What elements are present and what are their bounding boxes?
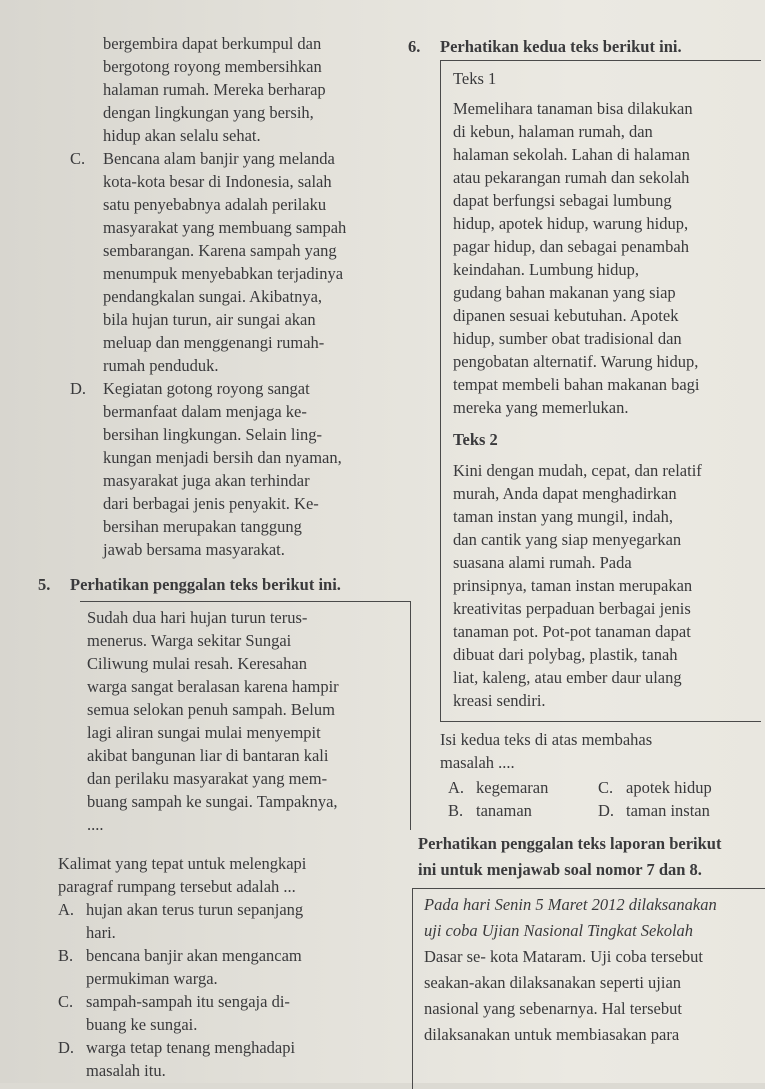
question-number: 5.	[38, 575, 51, 594]
text-line: seakan-akan dilaksanakan seperti ujian	[424, 973, 682, 992]
text-line: rumah penduduk.	[103, 356, 219, 375]
text-line: Kegiatan gotong royong sangat	[103, 379, 310, 398]
text-line: bersihan merupakan tanggung	[103, 517, 302, 536]
text-line: tanaman pot. Pot-pot tanaman dapat	[453, 622, 691, 641]
option-text: taman instan	[626, 801, 710, 820]
option-letter: C.	[70, 149, 86, 168]
text-line: hidup, sumber obat tradisional dan	[453, 329, 682, 348]
text-line: bergembira dapat berkumpul dan	[103, 34, 322, 53]
option-text: buang ke sungai.	[86, 1015, 198, 1034]
text-line: atau pekarangan rumah dan sekolah	[453, 168, 690, 187]
section-title: Teks 1	[453, 69, 497, 88]
text-line: semua selokan penuh sampah. Belum	[87, 700, 335, 719]
text-line: ini untuk menjawab soal nomor 7 dan 8.	[418, 860, 702, 879]
q5-option-b[interactable]	[58, 944, 303, 990]
q6-options	[448, 776, 748, 822]
option-b-continuation	[103, 32, 326, 147]
teks1-body	[453, 97, 700, 419]
option-d-letter	[70, 377, 86, 400]
text-line: dan perilaku masyarakat yang mem-	[87, 769, 328, 788]
text-line: Kalimat yang tepat untuk melengkapi	[58, 854, 307, 873]
question-prompt: Perhatikan kedua teks berikut ini.	[440, 37, 682, 56]
q5-option-a[interactable]	[58, 898, 303, 944]
text-line: halaman sekolah. Lahan di halaman	[453, 145, 690, 164]
text-line: jawab bersama masyarakat.	[103, 540, 285, 559]
q6-option-d[interactable]	[598, 799, 748, 822]
text-line: buang sampah ke sungai. Tampaknya,	[87, 792, 338, 811]
option-text: sampah-sampah itu sengaja di-	[86, 992, 290, 1011]
q6-question	[440, 728, 652, 774]
laporan-passage	[424, 893, 717, 1046]
option-text: warga tetap tenang menghadapi	[86, 1038, 296, 1057]
option-text: hari.	[86, 923, 116, 942]
text-line: hidup akan selalu sehat.	[103, 126, 261, 145]
text-line: Pada hari Senin 5 Maret 2012 dilaksanakan	[424, 895, 717, 914]
option-c-text	[103, 147, 346, 377]
option-text: hujan akan terus turun sepanjang	[86, 900, 304, 919]
text-line: Kini dengan mudah, cepat, dan relatif	[453, 461, 702, 480]
laporan-heading	[418, 832, 721, 881]
text-line: dilaksanakan untuk membiasakan para	[424, 1025, 680, 1044]
text-line: Sudah dua hari hujan turun terus-	[87, 608, 308, 627]
option-text: masalah itu.	[86, 1061, 166, 1080]
text-line: bersihan lingkungan. Selain ling-	[103, 425, 323, 444]
option-text: permukiman warga.	[86, 969, 218, 988]
text-line: meluap dan menggenangi rumah-	[103, 333, 325, 352]
text-line: nasional yang sebenarnya. Hal tersebut	[424, 999, 682, 1018]
text-line: warga sangat beralasan karena hampir	[87, 677, 339, 696]
text-line: Ciliwung mulai resah. Keresahan	[87, 654, 307, 673]
text-line: bila hujan turun, air sungai akan	[103, 310, 316, 329]
option-letter: D.	[598, 801, 615, 820]
q6-number	[408, 35, 420, 58]
option-text: bencana banjir akan mengancam	[86, 946, 302, 965]
text-line: kota-kota besar di Indonesia, salah	[103, 172, 332, 191]
text-line: dan cantik yang siap menyegarkan	[453, 530, 682, 549]
text-line: uji coba Ujian Nasional Tingkat Sekolah	[424, 921, 694, 940]
text-line: menumpuk menyebabkan terjadinya	[103, 264, 344, 283]
text-line: hidup, apotek hidup, warung hidup,	[453, 214, 689, 233]
text-line: menerus. Warga sekitar Sungai	[87, 631, 292, 650]
text-line: liat, kaleng, atau ember daur ulang	[453, 668, 682, 687]
text-line: sembarangan. Karena sampah yang	[103, 241, 337, 260]
q5-options	[58, 898, 303, 1082]
text-line: prinsipnya, taman instan merupakan	[453, 576, 693, 595]
text-line: pendangkalan sungai. Akibatnya,	[103, 287, 323, 306]
text-line: lagi aliran sungai mulai menyempit	[87, 723, 321, 742]
text-line: ....	[87, 815, 104, 834]
option-letter: B.	[58, 946, 74, 965]
text-line: mereka yang memerlukan.	[453, 398, 629, 417]
text-line: dari berbagai jenis penyakit. Ke-	[103, 494, 319, 513]
text-line: akibat bangunan liar di bantaran kali	[87, 746, 329, 765]
text-line: Bencana alam banjir yang melanda	[103, 149, 335, 168]
option-text: kegemaran	[476, 778, 549, 797]
text-line: taman instan yang mungil, indah,	[453, 507, 673, 526]
text-line: kreasi sendiri.	[453, 691, 546, 710]
text-line: Dasar se- kota Mataram. Uji coba tersebut	[424, 947, 704, 966]
text-line: murah, Anda dapat menghadirkan	[453, 484, 677, 503]
question-number: 6.	[408, 37, 421, 56]
question-prompt: Perhatikan penggalan teks berikut ini.	[70, 575, 341, 594]
option-c-letter	[70, 147, 85, 170]
text-line: paragraf rumpang tersebut adalah ...	[58, 877, 296, 896]
text-line: Perhatikan penggalan teks laporan berikut	[418, 834, 722, 853]
text-line: dapat berfungsi sebagai lumbung	[453, 191, 672, 210]
option-letter: A.	[58, 900, 75, 919]
text-line: dibuat dari polybag, plastik, tanah	[453, 645, 678, 664]
q5-option-c[interactable]	[58, 990, 303, 1036]
text-line: dengan lingkungan yang bersih,	[103, 103, 314, 122]
q5-option-d[interactable]	[58, 1036, 303, 1082]
text-line: bermanfaat dalam menjaga ke-	[103, 402, 307, 421]
q6-option-b[interactable]	[448, 799, 598, 822]
text-line: gudang bahan makanan yang siap	[453, 283, 676, 302]
option-d-text	[103, 377, 342, 561]
text-line: masalah ....	[440, 753, 515, 772]
option-letter: C.	[598, 778, 614, 797]
q5-passage	[87, 606, 339, 836]
q5-number	[38, 573, 50, 596]
option-text: apotek hidup	[626, 778, 712, 797]
text-line: masyarakat juga akan terhindar	[103, 471, 310, 490]
text-line: pagar hidup, dan sebagai penambah	[453, 237, 689, 256]
q6-option-c[interactable]	[598, 776, 748, 799]
option-text: tanaman	[476, 801, 532, 820]
teks1-title	[453, 67, 496, 90]
text-line: dipanen sesuai kebutuhan. Apotek	[453, 306, 679, 325]
q6-option-a[interactable]	[448, 776, 598, 799]
q5-question	[58, 852, 306, 898]
text-line: kungan menjadi bersih dan nyaman,	[103, 448, 342, 467]
option-letter: D.	[70, 379, 87, 398]
text-line: halaman rumah. Mereka berharap	[103, 80, 326, 99]
option-letter: D.	[58, 1038, 75, 1057]
text-line: Isi kedua teks di atas membahas	[440, 730, 653, 749]
text-line: di kebun, halaman rumah, dan	[453, 122, 653, 141]
text-line: masyarakat yang membuang sampah	[103, 218, 347, 237]
text-line: pengobatan alternatif. Warung hidup,	[453, 352, 699, 371]
text-line: bergotong royong membersihkan	[103, 57, 322, 76]
option-letter: A.	[448, 778, 465, 797]
teks2-title	[453, 428, 498, 451]
text-line: satu penyebabnya adalah perilaku	[103, 195, 327, 214]
text-line: Memelihara tanaman bisa dilakukan	[453, 99, 693, 118]
text-line: suasana alami rumah. Pada	[453, 553, 632, 572]
text-line: kreativitas perpaduan berbagai jenis	[453, 599, 691, 618]
q5-prompt	[70, 573, 341, 596]
section-title: Teks 2	[453, 430, 498, 449]
option-letter: C.	[58, 992, 74, 1011]
teks2-body	[453, 459, 702, 712]
q6-prompt	[440, 35, 682, 58]
text-line: tempat membeli bahan makanan bagi	[453, 375, 700, 394]
text-line: keindahan. Lumbung hidup,	[453, 260, 640, 279]
option-letter: B.	[448, 801, 464, 820]
